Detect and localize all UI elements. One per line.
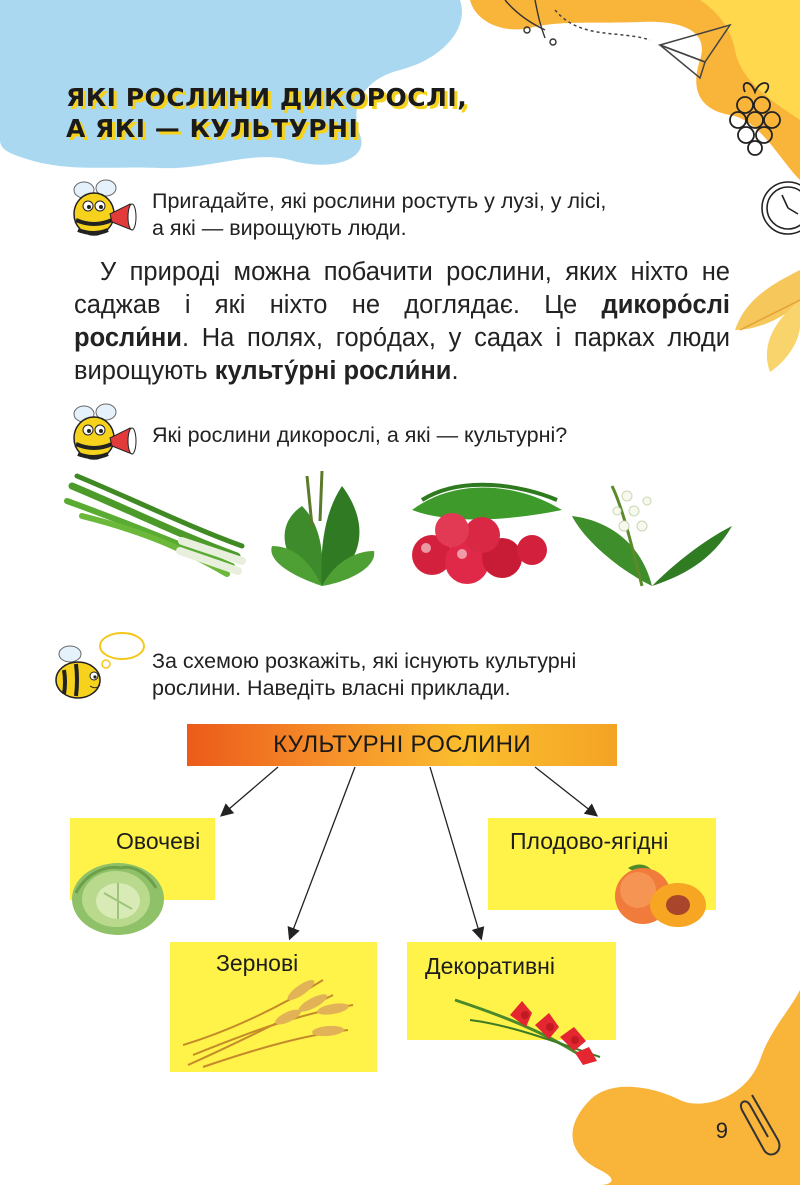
page-number: 9 <box>715 1118 728 1143</box>
title-line-1: ЯКІ РОСЛИНИ ДИКОРОСЛІ, <box>66 83 468 112</box>
arrow-to-fruit <box>535 767 596 815</box>
title-line-2: А ЯКІ — КУЛЬТУРНІ <box>66 114 359 143</box>
arrow-to-decorative <box>430 767 481 938</box>
diagram-header-label: КУЛЬТУРНІ РОСЛИНИ <box>273 731 531 758</box>
wheat-image <box>183 975 363 1070</box>
arrow-to-vegetables <box>222 767 278 815</box>
task-3-line-2: рослини. Наведіть власні приклади. <box>152 676 511 700</box>
cabbage-image <box>66 853 168 938</box>
task-1-line-2: а які — вирощують люди. <box>152 216 407 240</box>
term-cultivated-plants: культу́рні росли́ни <box>214 357 452 385</box>
category-fruit-label: Плодово-ягідні <box>510 828 669 854</box>
category-grain-label: Зернові <box>216 950 299 976</box>
paragraph-text-1: У природі можна побачити рослини, яких ніхто не саджав і які ніхто не доглядає. Це <box>74 258 730 319</box>
peach-image <box>608 860 708 930</box>
category-vegetables-label: Овочеві <box>116 828 201 854</box>
task-3-line-1: За схемою розкажіть, які існують культурні <box>152 649 577 673</box>
paragraph-text-2: . На полях, горо́дах, у садах і парках люди вирощують <box>74 324 730 385</box>
gladiolus-image <box>450 985 615 1067</box>
task-2: Які рослини дикорослі, а які — культурні? <box>152 423 568 447</box>
task-1-line-1: Пригадайте, які рослини ростуть у лузі, у лісі, <box>152 189 607 213</box>
arrow-to-grain <box>290 767 355 938</box>
paragraph-text-3: . <box>451 357 459 385</box>
category-decorative-label: Декоративні <box>425 953 555 979</box>
term-wild-plants: дикоро́слі росли́ни <box>74 291 730 352</box>
